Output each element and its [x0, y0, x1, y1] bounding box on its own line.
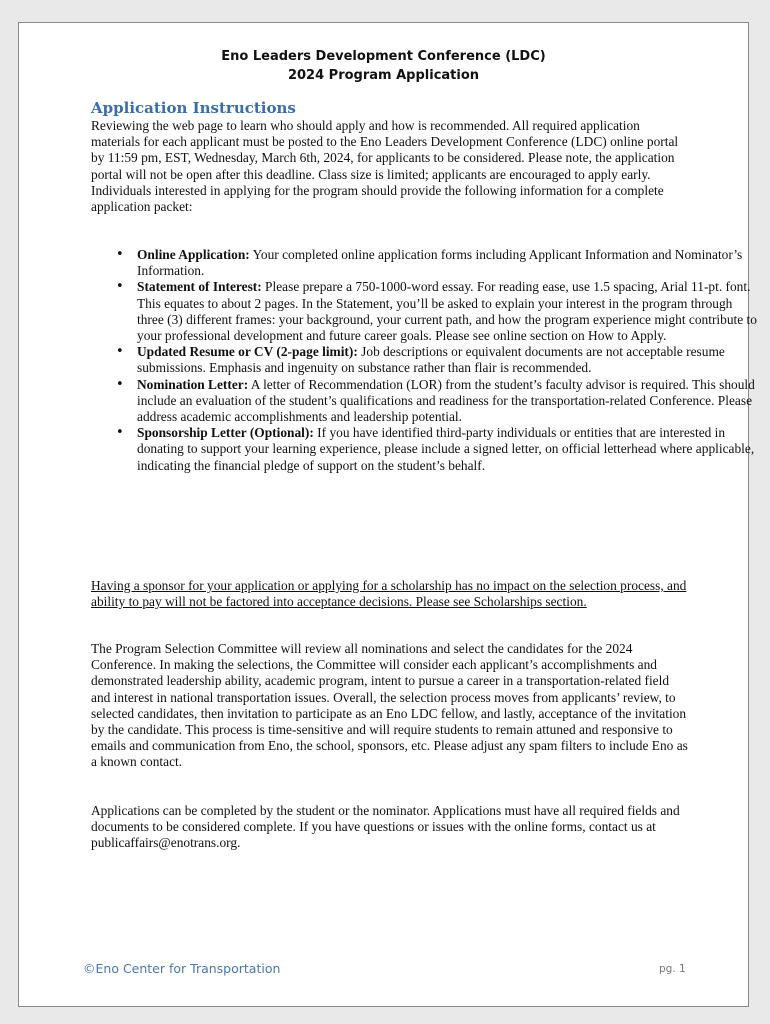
footer-copyright: ©Eno Center for Transportation	[83, 961, 281, 976]
intro-paragraph	[91, 118, 689, 215]
requirement-label: Statement of Interest:	[137, 279, 262, 295]
document-title: Eno Leaders Development Conference (LDC)	[221, 49, 546, 64]
page-number: pg. 1	[659, 963, 686, 975]
list-item	[137, 344, 759, 376]
document-page	[18, 22, 757, 1007]
requirement-text: A letter of Recommendation (LOR) from the student’s faculty advisor is required. This should include an evaluation of the student’s qualifications and readiness for the transportation-related Conference. Please address academic accomplishments and leadership potential.	[137, 376, 755, 425]
selection-paragraph: The Program Selection Committee will review all nominations and select the candidates for the 2024 Conference. In making the selections, the Committee will consider each applicant’s accomplishments and demonstrated leadership ability, academic program, intent to pursue a career in a transportation-related field and interest in national transportation issues. Overall, the selection process moves from applicants’ review, to selected candidates, then invitation to participate as an Eno LDC fellow, and lastly, acceptance of the invitation by the candidate. This process is time-sensitive and will require students to remain attuned and responsive to emails and communication from Eno, the school, sponsors, etc. Please adjust any spam filters to include Eno as a known contact.	[91, 641, 688, 770]
requirement-label: Online Application:	[137, 247, 250, 262]
requirement-text: Job descriptions or equivalent documents are not acceptable resume submissions. Emphasis and ingenuity on substance rather than flair is recommended.	[137, 344, 725, 376]
document-subtitle: 2024 Program Application	[287, 68, 480, 83]
requirement-label: Nomination Letter:	[137, 376, 249, 392]
list-item	[137, 425, 759, 474]
requirement-text: Your completed online application forms including Applicant Information and Nominator’s Information.	[137, 247, 743, 279]
sponsor-note: Having a sponsor for your application or applying for a scholarship has no impact on the selection process, and ability to pay will not be factored into acceptance decisions. Please see Scholarships section.	[91, 578, 687, 610]
list-item	[137, 247, 759, 279]
requirement-text: If you have identified third-party individuals or entities that are interested in donating to support your learning experience, please include a signed letter, on official letterhead where applicable, indicating the financial pledge of support on the student’s behalf.	[137, 425, 755, 473]
requirement-text: Please prepare a 750-1000-word essay. For reading ease, use 1.5 spacing, Arial 11-pt. font. This equates to about 2 pages. In the Statement, you’ll be asked to explain your interest in the program through three (3) different frames: your background, your current path, and how the program experience might contribute to your professional development and future career goals. Please see online section on How to Apply.	[137, 279, 757, 344]
section-heading: Application Instructions	[91, 99, 296, 117]
intro-text-part2: portal will not be open after this deadline. Class size is limited; applicants are encouraged to apply early. Individuals interested in applying for the program should provide the following information for a complete application packet:	[91, 166, 664, 215]
list-item	[137, 279, 759, 344]
requirement-label: Updated Resume or CV (2-page limit):	[137, 344, 358, 360]
completion-paragraph: Applications can be completed by the student or the nominator. Applications must have all required fields and documents to be considered complete. If you have questions or issues with the online forms, contact us at publicaffairs@enotrans.org.	[91, 803, 680, 851]
requirement-label: Sponsorship Letter (Optional):	[137, 425, 314, 441]
intro-text-part1: Reviewing the web page to learn who should apply and how is recommended. All required application materials for each applicant must be posted to the Eno Leaders Development Conference (LDC) online portal by 11:59 pm, EST, Wednesday, March 6th, 2024, for applicants to be considered. Please note, the application	[91, 118, 679, 166]
requirements-list	[91, 247, 759, 474]
list-item	[137, 377, 759, 426]
